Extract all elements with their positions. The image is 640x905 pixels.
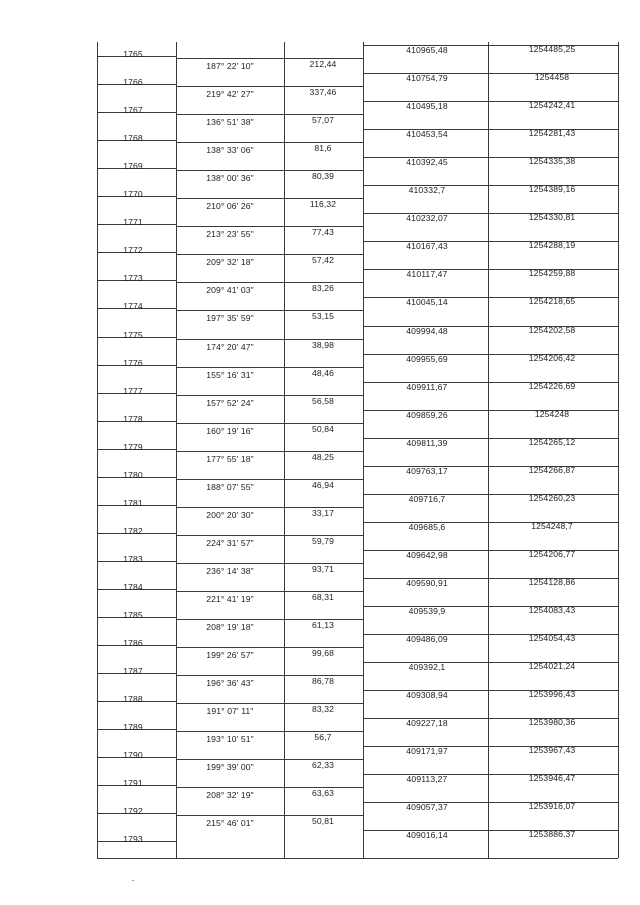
coordinate-y: 1254021,24 [528,661,576,671]
direction-angle: 224° 31' 57" [206,538,254,548]
row-rule [363,73,618,74]
segment-length: 63,63 [311,788,335,798]
coordinate-x: 410167,43 [406,241,448,251]
coordinate-x: 409590,91 [406,578,448,588]
row-rule [363,410,618,411]
row-rule [363,718,618,719]
coordinate-y: 1253980,36 [528,717,576,727]
row-rule [176,423,363,424]
direction-angle: 219° 42' 27" [206,89,254,99]
coordinate-x: 409716,7 [408,494,446,504]
coordinate-y: 1254248 [534,409,570,419]
coordinate-x: 410392,45 [406,157,448,167]
segment-length: 68,31 [311,592,335,602]
direction-angle: 199° 39' 00" [206,762,254,772]
coordinate-x: 410045,14 [406,297,448,307]
point-number: 1785 [123,610,143,620]
segment-length: 83,32 [311,704,335,714]
row-rule [363,382,618,383]
segment-length: 50,84 [311,424,335,434]
segment-length: 50,81 [311,816,335,826]
row-rule [176,282,363,283]
row-rule [176,815,363,816]
coordinate-y: 1254054,43 [528,633,576,643]
direction-angle: 188° 07' 55" [206,482,254,492]
point-number: 1792 [123,806,143,816]
column-rule [618,42,619,858]
point-number: 1766 [123,77,143,87]
coordinate-y: 1254265,12 [528,437,576,447]
row-rule [176,170,363,171]
row-rule [363,45,618,46]
point-number: 1793 [123,834,143,844]
row-rule [363,466,618,467]
point-number: 1775 [123,330,143,340]
column-rule [284,42,285,858]
point-number: 1770 [123,189,143,199]
row-rule [176,759,363,760]
row-rule [363,185,618,186]
segment-length: 81,6 [314,143,332,153]
coordinate-x: 410453,54 [406,129,448,139]
segment-length: 99,68 [311,648,335,658]
coordinate-x: 409642,98 [406,550,448,560]
row-rule [363,157,618,158]
segment-length: 212,44 [309,59,337,69]
row-rule [363,269,618,270]
coordinate-y: 1254266,87 [528,465,576,475]
row-rule [176,675,363,676]
segment-length: 337,46 [309,87,337,97]
coordinate-y: 1254330,81 [528,212,576,222]
row-rule [176,310,363,311]
row-rule [176,479,363,480]
row-rule [176,787,363,788]
column-rule [97,42,98,858]
coordinate-y: 1254248,7 [531,521,573,531]
row-rule [363,774,618,775]
direction-angle: 197° 35' 59" [206,313,254,323]
point-number: 1789 [123,722,143,732]
segment-length: 93,71 [311,564,335,574]
row-rule [363,129,618,130]
row-rule [363,746,618,747]
row-rule [363,802,618,803]
row-rule [176,591,363,592]
point-number: 1791 [123,778,143,788]
segment-length: 48,25 [311,452,335,462]
row-rule [176,619,363,620]
coordinate-y: 1253916,07 [528,801,576,811]
row-rule [176,254,363,255]
coordinate-y: 1254458 [534,72,570,82]
row-rule [176,339,363,340]
coordinate-x: 409227,18 [406,718,448,728]
direction-angle: 191° 07' 11" [206,706,254,716]
row-rule [176,114,363,115]
coordinate-y: 1254260,23 [528,493,576,503]
direction-angle: 187° 22' 10" [206,61,254,71]
direction-angle: 193° 10' 51" [206,734,254,744]
point-number: 1778 [123,414,143,424]
table-bottom-rule [97,858,618,859]
point-number: 1779 [123,442,143,452]
coordinate-x: 409859,26 [406,410,448,420]
point-number: 1774 [123,301,143,311]
row-rule [363,662,618,663]
row-rule [176,731,363,732]
row-rule [363,438,618,439]
direction-angle: 157° 52' 24" [206,398,254,408]
point-number: 1776 [123,358,143,368]
coordinate-y: 1254485,25 [528,44,576,54]
row-rule [363,634,618,635]
coordinate-x: 409392,1 [408,662,446,672]
segment-length: 59,79 [311,536,335,546]
column-rule [363,42,364,858]
coordinate-y: 1254259,88 [528,268,576,278]
direction-angle: 196° 36' 43" [206,678,254,688]
point-number: 1777 [123,386,143,396]
segment-length: 86,78 [311,676,335,686]
coordinate-x: 409057,37 [406,802,448,812]
row-rule [363,578,618,579]
coordinate-x: 410117,47 [406,269,448,279]
coordinate-y: 1254206,77 [528,549,576,559]
row-rule [363,213,618,214]
coordinate-x: 409811,39 [406,438,448,448]
row-rule [363,354,618,355]
segment-length: 38,98 [311,340,335,350]
direction-angle: 174° 20' 47" [206,342,254,352]
segment-length: 56,7 [314,732,332,742]
coordinate-y: 1254226,69 [528,381,576,391]
coordinate-y: 1253946,47 [528,773,576,783]
row-rule [363,101,618,102]
coordinate-y: 1254281,43 [528,128,576,138]
direction-angle: 138° 33' 06" [206,145,254,155]
row-rule [176,451,363,452]
point-number: 1787 [123,666,143,676]
coordinate-y: 1254083,43 [528,605,576,615]
coordinate-y: 1253886,37 [528,829,576,839]
row-rule [176,535,363,536]
direction-angle: 155° 16' 31" [206,370,254,380]
coordinate-x: 409171,97 [406,746,448,756]
column-rule [488,42,489,858]
coordinate-y: 1254202,58 [528,325,576,335]
coordinate-x: 409486,09 [406,634,448,644]
segment-length: 56,58 [311,396,335,406]
segment-length: 53,15 [311,311,335,321]
row-rule [176,367,363,368]
point-number: 1782 [123,526,143,536]
segment-length: 83,26 [311,283,335,293]
segment-length: 80,39 [311,171,335,181]
direction-angle: 215° 46' 01" [206,818,254,828]
direction-angle: 209° 32' 18" [206,257,254,267]
direction-angle: 208° 32' 19" [206,790,254,800]
coordinate-x: 409763,17 [406,466,448,476]
segment-length: 77,43 [311,227,335,237]
row-rule [363,494,618,495]
direction-angle: 160° 19' 16" [206,426,254,436]
coordinate-y: 1253967,43 [528,745,576,755]
direction-angle: 208° 19' 18" [206,622,254,632]
coordinate-x: 410495,18 [406,101,448,111]
direction-angle: 177° 55' 18" [206,454,254,464]
point-number: 1765 [123,49,143,59]
segment-length: 48,46 [311,368,335,378]
coordinate-y: 1254206,42 [528,353,576,363]
coordinate-x: 410965,48 [406,45,448,55]
row-rule [363,241,618,242]
coordinate-y: 1254389,16 [528,184,576,194]
segment-length: 62,33 [311,760,335,770]
segment-length: 46,94 [311,480,335,490]
coordinate-x: 409539,9 [408,606,446,616]
coordinate-x: 410232,07 [406,213,448,223]
coordinate-y: 1254128,86 [528,577,576,587]
point-number: 1784 [123,582,143,592]
coordinate-x: 410332,7 [408,185,446,195]
direction-angle: 213° 23' 55" [206,229,254,239]
coordinate-x: 410754,79 [406,73,448,83]
row-rule [176,647,363,648]
coordinate-y: 1254218,65 [528,296,576,306]
coordinate-x: 409955,69 [406,354,448,364]
row-rule [176,703,363,704]
segment-length: 57,07 [311,115,335,125]
point-number: 1769 [123,161,143,171]
coordinate-y: 1253996,43 [528,689,576,699]
row-rule [363,606,618,607]
row-rule [363,297,618,298]
coordinate-x: 409685,6 [408,522,446,532]
direction-angle: 210° 06' 26" [206,201,254,211]
row-rule [363,690,618,691]
segment-length: 116,32 [309,199,337,209]
point-number: 1768 [123,133,143,143]
coordinate-x: 409113,27 [406,774,448,784]
point-number: 1786 [123,638,143,648]
direction-angle: 136° 51' 38" [206,117,254,127]
row-rule [176,507,363,508]
direction-angle: 138° 00' 36" [206,173,254,183]
segment-length: 57,42 [311,255,335,265]
direction-angle: 209° 41' 03" [206,285,254,295]
coordinate-y: 1254242,41 [528,100,576,110]
point-number: 1771 [123,217,143,227]
direction-angle: 199° 26' 57" [206,650,254,660]
direction-angle: 200° 20' 30" [206,510,254,520]
row-rule [363,830,618,831]
coordinate-y: 1254288,19 [528,240,576,250]
point-number: 1781 [123,498,143,508]
coordinate-x: 409994,48 [406,326,448,336]
point-number: 1772 [123,245,143,255]
direction-angle: 236° 14' 38" [206,566,254,576]
segment-length: 33,17 [311,508,335,518]
point-number: 1790 [123,750,143,760]
point-number: 1780 [123,470,143,480]
column-rule [176,42,177,858]
point-number: 1783 [123,554,143,564]
coordinate-x: 409308,94 [406,690,448,700]
segment-length: 61,13 [311,620,335,630]
scan-speck [132,880,134,881]
row-rule [176,142,363,143]
row-rule [176,395,363,396]
coordinate-y: 1254335,38 [528,156,576,166]
coordinate-x: 409911,67 [406,382,448,392]
point-number: 1767 [123,105,143,115]
direction-angle: 221° 41' 19" [206,594,254,604]
coordinate-x: 409016,14 [406,830,448,840]
row-rule [176,226,363,227]
row-rule [363,522,618,523]
row-rule [363,326,618,327]
row-rule [176,563,363,564]
row-rule [363,550,618,551]
point-number: 1788 [123,694,143,704]
point-number: 1773 [123,273,143,283]
